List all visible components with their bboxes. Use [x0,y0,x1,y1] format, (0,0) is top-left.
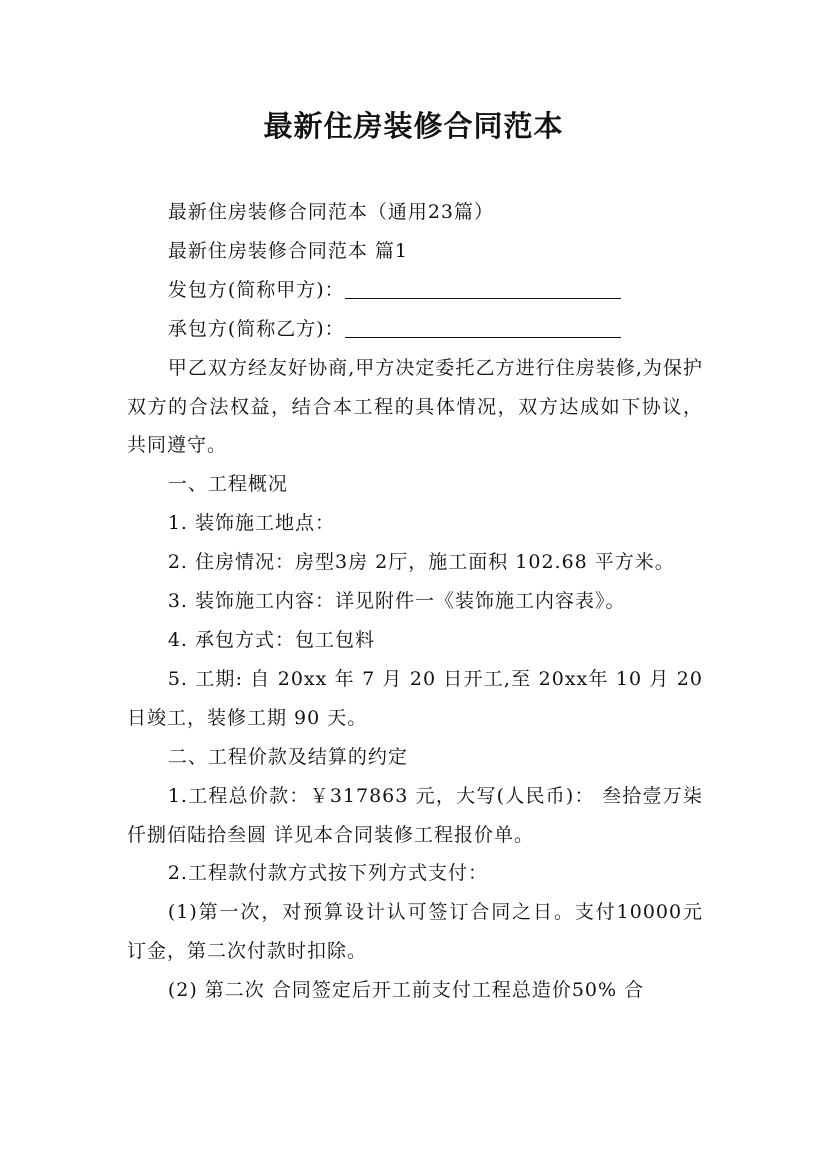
document-body [127,193,703,1010]
paragraph-subtitle: 最新住房装修合同范本（通用23篇） [167,201,495,223]
paragraph-heading-overview: 一、工程概况 [167,473,288,496]
party-b-label: 承包方(简称乙方)： [167,317,345,340]
paragraph-item-contract-mode: 4. 承包方式：包工包料 [167,628,376,651]
document-title: 最新住房装修合同范本 [263,109,564,143]
paragraph-heading-payment: 二、工程价款及结算的约定 [167,745,408,768]
paragraph-item-content: 3. 装饰施工内容：详见附件一《装饰施工内容表》。 [167,590,626,613]
party-a-blank-line [345,278,621,299]
paragraph-item-total-price: 1.工程总价款：￥317863 元，大写(人民币)： 叁拾壹万柒仟捌佰陆拾叁圆 详见本合同装修工程报价单。 [127,784,703,846]
party-b-blank-line [345,317,621,338]
paragraph-item-second-payment: (2) 第二次 合同签定后开工前支付工程总造价50% 合 [167,979,645,1002]
paragraph-section-heading: 最新住房装修合同范本 篇1 [167,239,408,262]
paragraph-item-schedule: 5. 工期: 自 20xx 年 7 月 20 日开工,至 20xx年 10 月 20 日竣工，装修工期 90 天。 [127,667,703,729]
paragraph-intro: 甲乙双方经友好协商,甲方决定委托乙方进行住房装修,为保护双方的合法权益，结合本工程的具体情况，双方达成如下协议，共同遵守。 [127,356,703,457]
paragraph-item-payment-method: 2.工程款付款方式按下列方式支付： [167,862,488,885]
party-a-label: 发包方(简称甲方)： [167,278,345,301]
paragraph-party-b [127,310,703,349]
paragraph-item-first-payment: (1)第一次，对预算设计认可签订合同之日。支付10000元订金，第二次付款时扣除。 [127,901,703,963]
paragraph-item-housing: 2. 住房情况：房型3房 2厅，施工面积 102.68 平方米。 [167,551,675,574]
paragraph-party-a [127,271,703,310]
paragraph-item-location: 1. 装饰施工地点： [167,512,336,535]
